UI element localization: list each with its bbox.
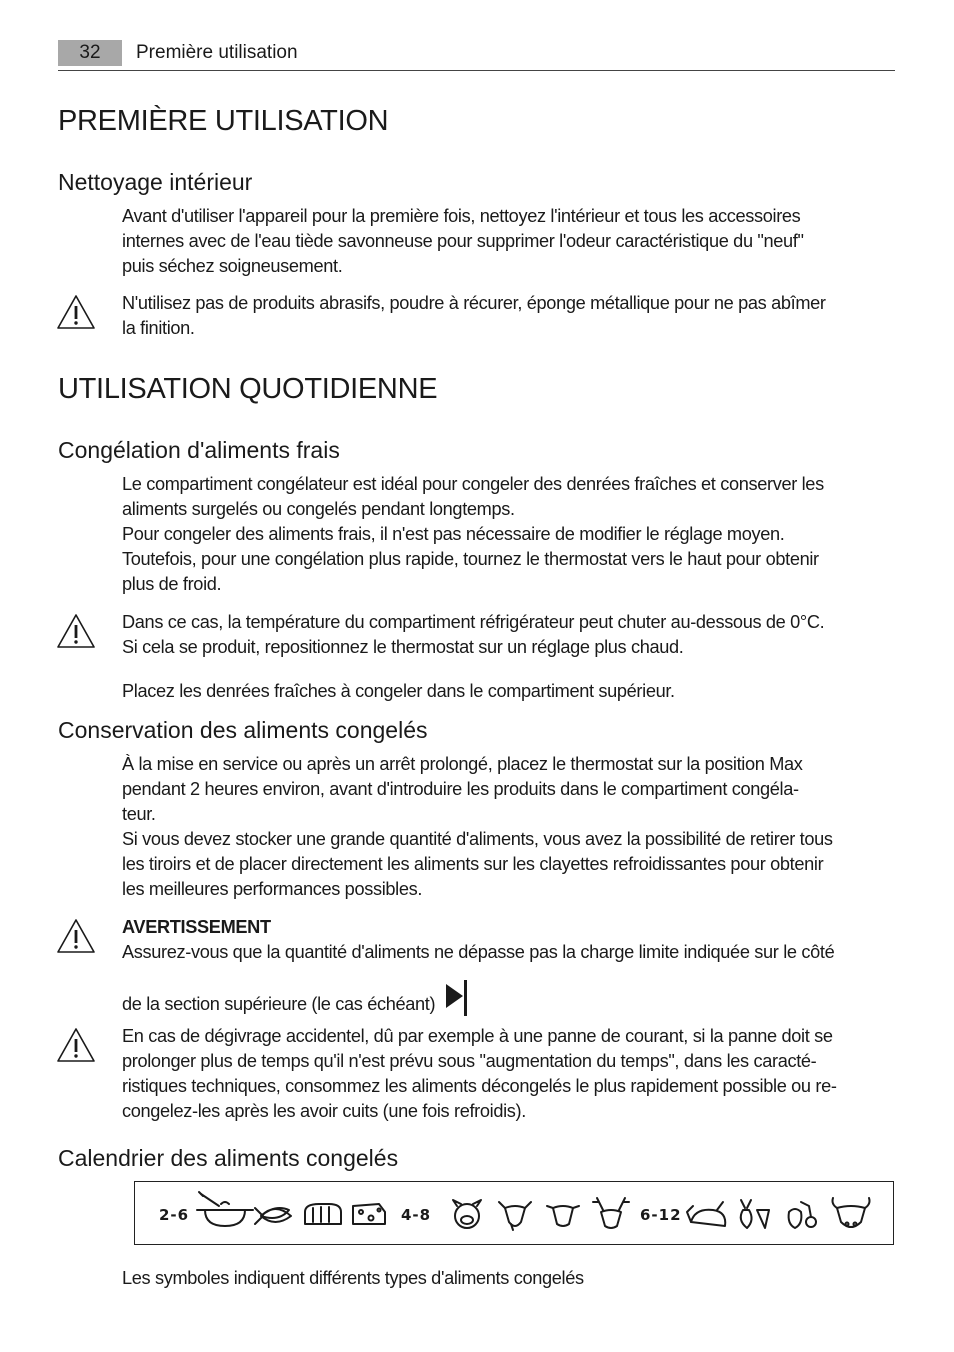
warning-triangle-icon	[56, 1027, 96, 1063]
text-line: ristiques techniques, consommez les aliments décongelés le plus rapidement possible ou re-	[122, 1076, 837, 1096]
subsection-title-conservation: Conservation des aliments congelés	[58, 717, 428, 743]
warning-triangle-icon	[56, 294, 96, 330]
fruits-icon	[789, 1202, 816, 1228]
calendar-label-2-6: 2-6	[159, 1206, 190, 1224]
text-line: À la mise en service ou après un arrêt prolongé, placez le thermostat sur la position Max	[122, 754, 803, 774]
page-number: 32	[58, 40, 122, 66]
text-line: de la section supérieure (le cas échéant)	[122, 994, 436, 1014]
running-header-title: Première utilisation	[136, 42, 298, 63]
text-line: aliments surgelés ou congelés pendant longtemps.	[122, 499, 515, 519]
congelation-warning-text	[122, 610, 897, 660]
pig-icon	[453, 1200, 481, 1228]
calendar-label-4-8: 4-8	[401, 1206, 432, 1224]
text-line: les meilleures performances possibles.	[122, 879, 423, 899]
calendar-caption: Les symboles indiquent différents types d'aliments congelés	[122, 1268, 584, 1288]
bread-icon	[305, 1204, 341, 1224]
text-line: teur.	[122, 804, 156, 824]
frozen-food-calendar	[134, 1181, 894, 1245]
text-line: internes avec de l'eau tiède savonneuse pour supprimer l'odeur caractéristique du "neuf"	[122, 231, 804, 251]
calendar-label-6-12: 6-12	[640, 1206, 682, 1224]
deer-icon	[593, 1198, 629, 1228]
vegetables-icon	[741, 1200, 769, 1228]
text-line: les tiroirs et de placer directement les aliments sur les clayettes refroidissantes pour obtenir	[122, 854, 824, 874]
soup-pot-icon	[197, 1192, 253, 1226]
text-line: Si cela se produit, repositionnez le thermostat sur un réglage plus chaud.	[122, 637, 684, 657]
subsection-title-nettoyage: Nettoyage intérieur	[58, 169, 253, 195]
text-line: Toutefois, pour une congélation plus rapide, tournez le thermostat vers le haut pour obtenir	[122, 549, 819, 569]
subsection-title-calendrier: Calendrier des aliments congelés	[58, 1145, 399, 1171]
congelation-placement-text: Placez les denrées fraîches à congeler dans le compartiment supérieur.	[122, 681, 675, 701]
section-title-premiere-utilisation: PREMIÈRE UTILISATION	[58, 105, 389, 137]
text-line: puis séchez soigneusement.	[122, 256, 343, 276]
text-line: plus de froid.	[122, 574, 222, 594]
fish-icon	[255, 1202, 291, 1226]
load-limit-arrow-icon	[444, 980, 470, 1016]
text-line: Si vous devez stocker une grande quantité d'aliments, vous avez la possibilité de retirer tous	[122, 829, 833, 849]
text-line: congelez-les après les avoir cuits (une fois refroidis).	[122, 1101, 526, 1121]
cheese-icon	[353, 1204, 385, 1224]
text-line: En cas de dégivrage accidentel, dû par exemple à une panne de courant, si la panne doit se	[122, 1026, 833, 1046]
avertissement-line-2	[122, 980, 897, 1017]
section-title-utilisation-quotidienne: UTILISATION QUOTIDIENNE	[58, 373, 438, 405]
text-line: Pour congeler des aliments frais, il n'est pas nécessaire de modifier le réglage moyen.	[122, 524, 785, 544]
degivrage-warning-text	[122, 1024, 897, 1124]
warning-triangle-icon	[56, 613, 96, 649]
text-line: prolonger plus de temps qu'il n'est prévu sous "augmentation du temps", dans les caracté-	[122, 1051, 817, 1071]
goat-icon	[499, 1202, 531, 1230]
subsection-title-congelation: Congélation d'aliments frais	[58, 437, 340, 463]
lamb-icon	[547, 1206, 579, 1226]
avertissement-block	[122, 915, 897, 965]
nettoyage-warning-text	[122, 291, 897, 341]
nettoyage-paragraph	[122, 204, 897, 279]
text-line: Le compartiment congélateur est idéal pour congeler des denrées fraîches et conserver les	[122, 474, 824, 494]
text-line: Dans ce cas, la température du compartiment réfrigérateur peut chuter au-dessous de 0°C.	[122, 612, 825, 632]
text-line: N'utilisez pas de produits abrasifs, poudre à récurer, éponge métallique pour ne pas abîmer	[122, 293, 826, 313]
header-divider	[58, 70, 895, 71]
beef-icon	[833, 1198, 870, 1227]
poultry-icon	[687, 1202, 725, 1226]
avertissement-title: AVERTISSEMENT	[122, 917, 271, 937]
congelation-paragraph	[122, 472, 897, 597]
text-line: pendant 2 heures environ, avant d'introduire les produits dans le compartiment congéla-	[122, 779, 799, 799]
conservation-paragraph	[122, 752, 897, 902]
text-line: Assurez-vous que la quantité d'aliments ne dépasse pas la charge limite indiquée sur le côté	[122, 942, 835, 962]
text-line: la finition.	[122, 318, 195, 338]
warning-triangle-icon	[56, 918, 96, 954]
text-line: Avant d'utiliser l'appareil pour la première fois, nettoyez l'intérieur et tous les accessoires	[122, 206, 801, 226]
